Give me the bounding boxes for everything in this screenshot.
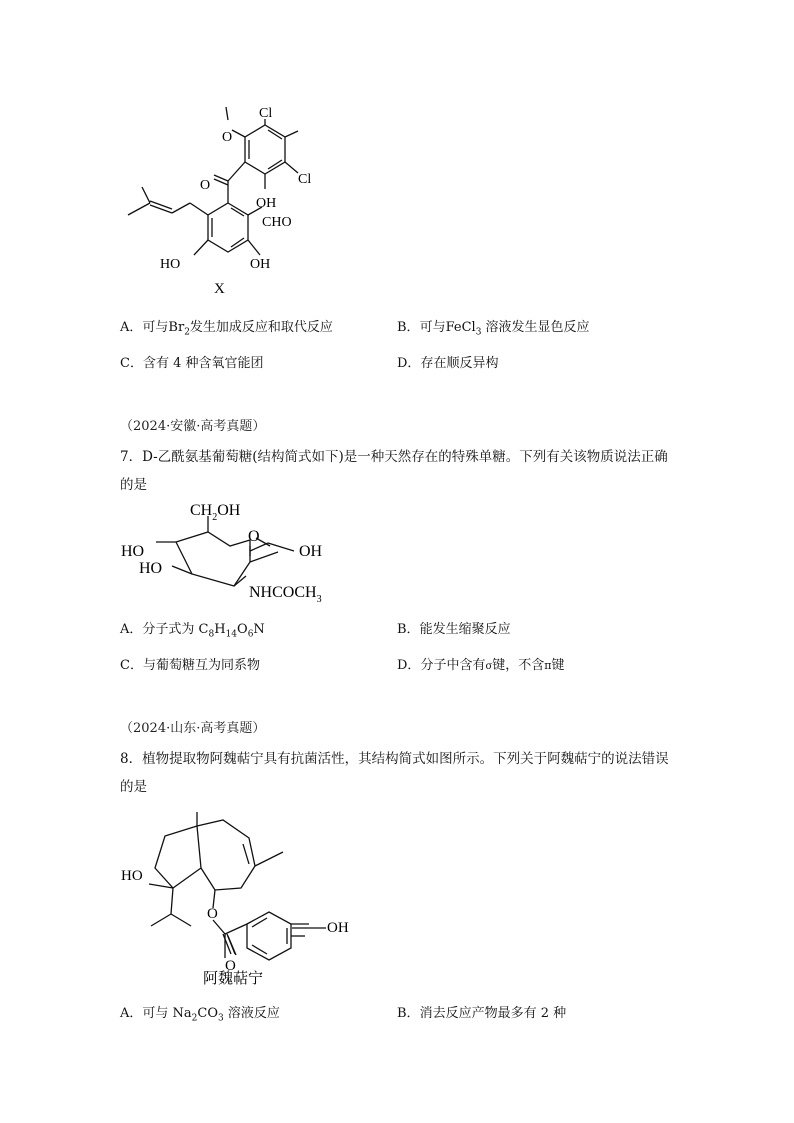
mol-x-ho-left: HO	[160, 257, 181, 272]
q6-option-d[interactable]: D．存在顺反异构	[397, 356, 499, 371]
mol-fer-ho: HO	[121, 868, 143, 884]
glucosamine-right-bonds	[250, 535, 310, 575]
mol-x-cl-right: Cl	[298, 172, 312, 187]
q6-option-a[interactable]: A．可与$Br_2$发生加成反应和取代反应	[120, 320, 333, 338]
mol-x-oh-top: OH	[256, 196, 277, 211]
ferutinin-oh-bond	[290, 920, 330, 940]
mol-fer-caption: 阿魏萜宁	[203, 971, 264, 987]
mol-glc-ho-left: HO	[121, 543, 145, 560]
mol-x-oh-right: OH	[250, 257, 271, 272]
q7-stem: 7．D-乙酰氨基葡萄糖(结构简式如下)是一种天然存在的特殊单糖。下列有关该物质说法正确的是	[120, 449, 668, 493]
mol-glc-ring-o: O	[248, 528, 260, 545]
q7-option-c[interactable]: C．与葡萄糖互为同系物	[120, 658, 260, 673]
mol-x-o-methoxy: O	[222, 130, 233, 145]
q7-option-a[interactable]: A．分子式为 $C_8H_{14}O_6N$	[120, 622, 265, 640]
mol-glc-ho-left2: HO	[139, 560, 163, 577]
ferutinin-diagram	[115, 808, 365, 988]
mol-glc-ch2oh: $CH_2OH$	[190, 502, 241, 523]
mol-x-cho: CHO	[262, 215, 292, 230]
mol-fer-o-ester: O	[207, 906, 218, 922]
glucosamine-diagram	[118, 500, 358, 610]
molecule-x-diagram	[110, 95, 340, 305]
mol-x-caption: X	[214, 281, 225, 297]
q6-option-c[interactable]: C．含有 4 种含氧官能团	[120, 356, 264, 371]
mol-fer-o-carbonyl: O	[225, 958, 236, 974]
mol-x-cl-top: Cl	[259, 106, 273, 121]
mol-glc-oh-right: OH	[299, 543, 323, 560]
q8-option-b[interactable]: B．消去反应产物最多有 2 种	[397, 1006, 567, 1021]
q8-stem: 8．植物提取物阿魏萜宁具有抗菌活性，其结构简式如图所示。下列关于阿魏萜宁的说法错误的是	[120, 751, 669, 795]
mol-glc-nhcoch3: $NHCOCH_3$	[249, 584, 322, 605]
q8-source: （2024·山东·高考真题）	[120, 721, 266, 736]
q6-option-b[interactable]: B．可与FeCl$_3$ 溶液发生显色反应	[397, 320, 590, 338]
mol-x-o-ketone: O	[200, 178, 211, 193]
q7-option-b[interactable]: B．能发生缩聚反应	[397, 622, 511, 637]
q7-source: （2024·安徽·高考真题）	[120, 419, 266, 434]
mol-fer-oh: OH	[327, 920, 349, 936]
q8-option-a[interactable]: A．可与 $Na_2CO_3$ 溶液反应	[120, 1006, 280, 1024]
q7-option-d[interactable]: D．分子中含有σ键，不含π键	[397, 658, 565, 673]
